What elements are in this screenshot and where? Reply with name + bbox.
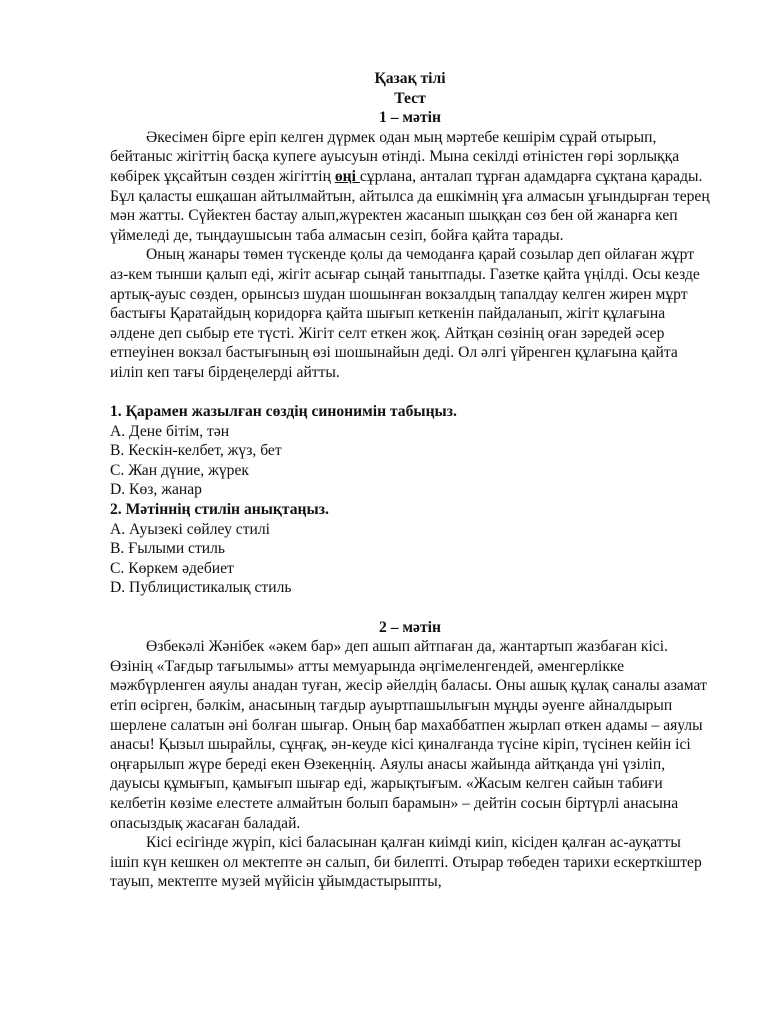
text2-paragraph-2: Кісі есігінде жүріп, кісі баласынан қалған киімді киіп, кісіден қалған ас-ауқатты ішіп күн кешкен ол мектепте ән салып, би билепті. Отырар төбеден тарихи ескерткіштер тауып, мектепте музей мүйісін ұйымдастырыпты, [110,834,702,891]
spacer [110,383,710,403]
text1-p1-end: сұрлана, анталап тұрған адамдарға сұқтана қарады. Бұл қаласты ешқашан айтылмайтын, айтылса да ешкімнің ұға алмасын ұғындырған терең мән жатты. Сүйектен бастау алып,жүректен жасанып шыққан сөз бен ой жанарға кеп үймеледі де, тыңдаушысын таба алмасын сезіп, бойға қайта тарады. [110,167,710,244]
question-1-option-b: B. Кескін-келбет, жүз, бет [110,442,282,460]
test-title: Тест [394,89,426,107]
question-1-option-d: D. Көз, жанар [110,481,202,499]
spacer [110,598,710,618]
question-1-option-a: A. Дене бітім, тән [110,422,230,440]
question-2-option-c: C. Көркем әдебиет [110,559,234,577]
subject-title: Қазақ тілі [374,70,446,87]
question-2-title: 2. Мәтіннің стилін анықтаңыз. [110,501,329,519]
highlighted-word: өңі [334,167,360,185]
text1-paragraph-2: Оның жанары төмен түскенде қолы да чемоданға қарай созылар деп ойлаған жұрт аз-кем тынши қалып еді, жігіт асығар сыңай танытпады. Газетке қайта үңілді. Осы кезде артық-ауыс сөзден, орынсыз шудан шошынған вокзалдың тапалдау келген жирен мұрт бастығы Қаратайдың коридорға қайта шығып кеткенін пайдаланып, жігіт құлағына әлдене деп сыбыр ете түсті. Жігіт селт еткен жоқ. Айтқан сөзінің оған зәредей әсер етпеуінен вокзал бастығының өзі шошынайын деді. Ол әлгі үйренген құлағына қайта иіліп кеп тағы бірдеңелерді айтты. [110,246,700,381]
text1-p1-start: Әкесімен бірге еріп келген дүрмек одан мың мәртебе кешірім сұрай отырып, бейтаныс жігіттің басқа купеге ауысуын өтінді. Мына секілді өтіністен гөрі зорлыққа көбірек ұқсайтын сөзден жігіттің [110,128,680,185]
document-page [110,69,710,892]
question-1-title: 1. Қарамен жазылған сөздің синонимін табыңыз. [110,403,457,421]
question-2-option-d: D. Публицистикалық стиль [110,579,292,597]
question-2-option-b: B. Ғылыми стиль [110,540,226,558]
question-2-option-a: A. Ауызекі сөйлеу стилі [110,520,270,538]
text2-paragraph-1: Өзбекәлі Жәнібек «әкем бар» деп ашып айтпаған да, жантартып жазбаған кісі. Өзінің «Тағдыр тағылымы» атты мемуарында әңгімеленгендей, әменгерлікке мәжбүрленген аяулы анадан туған, жесір әйелдің баласы. Оны ашық құлақ саналы азамат етіп өсірген, бәлкім, анасының тағдыр ауыртпашылығын мұңды әуенге айналдырып шерлене салатын әні болған шығар. Оның бар махаббатпен жырлап өткен адамы – аяулы анасы! Қызыл шырайлы, сұңғақ, ән-кеуде кісі қиналғанда түсіне кіріп, түсінен кейін ісі оңғарылып жүре береді екен Өзекеңнің. Аяулы анасы жайында айтқанда үні үзіліп, дауысы құмығып, қамығып шығар еді, жарықтығым. «Жасым келген сайын табиғи келбетін көзіме елестете алмайтын болып барамын» – дейтін сосын біртүрлі анасына опасыздық жасаған баладай. [110,638,707,832]
question-1-option-c: C. Жан дүние, жүрек [110,461,249,479]
text1-paragraph-1 [110,128,710,246]
text1-title: 1 – мәтін [379,109,441,127]
text2-title: 2 – мәтін [379,618,441,636]
